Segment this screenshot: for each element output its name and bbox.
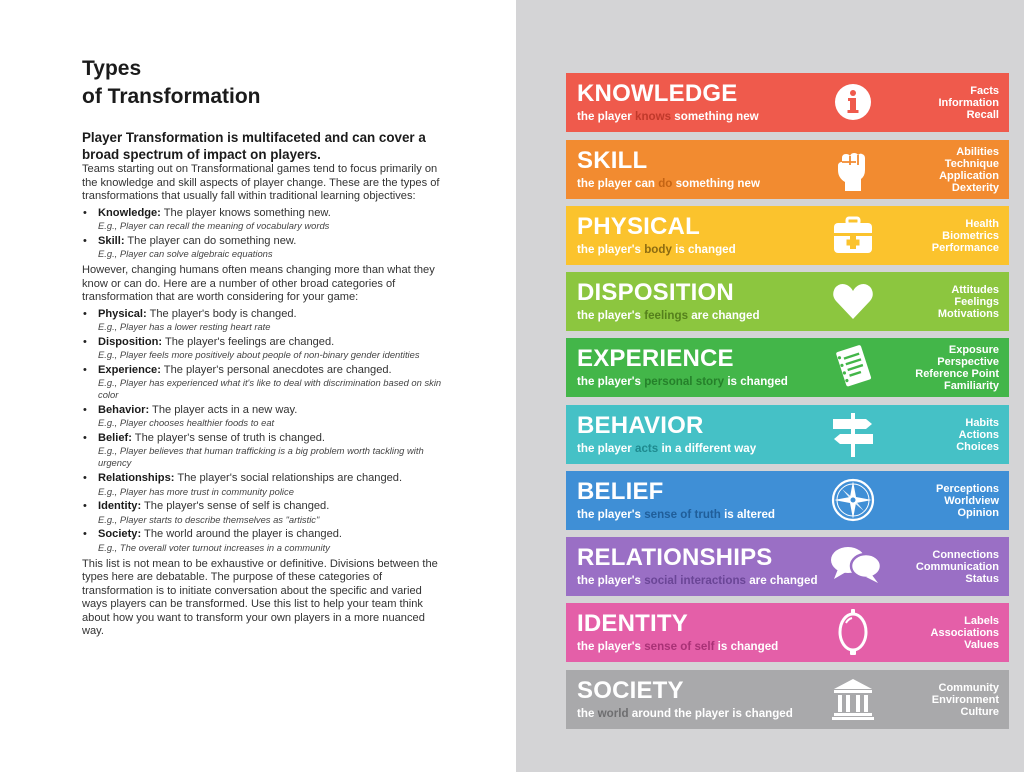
band-tag: Opinion <box>957 506 999 519</box>
list-item <box>82 432 442 470</box>
band-description-suffix: in a different way <box>658 442 757 455</box>
band-description-prefix: the player's <box>577 375 645 388</box>
band-tag: Associations <box>930 626 999 639</box>
band-description-suffix: something new <box>671 110 759 123</box>
band-belief <box>566 471 1009 530</box>
band-tag: Dexterity <box>951 181 999 194</box>
band-title: PHYSICAL <box>577 213 700 240</box>
band-tags <box>939 140 999 199</box>
band-physical <box>566 206 1009 265</box>
signpost-icon <box>828 409 878 459</box>
list-item-example: E.g., Player can solve algebraic equations <box>98 248 273 260</box>
page-title <box>82 55 442 111</box>
band-tag: Choices <box>956 440 999 453</box>
band-description-prefix: the player <box>577 442 635 455</box>
list-item-description: The player's sense of self is changed. <box>141 500 330 513</box>
band-description-highlight: sense of self <box>644 640 715 653</box>
band-title: KNOWLEDGE <box>577 80 738 107</box>
band-tag: Connections <box>932 548 999 561</box>
band-tag: Labels <box>964 614 999 627</box>
band-tag: Reference Point <box>915 367 999 380</box>
band-tag: Feelings <box>954 295 999 308</box>
list-item-text <box>98 364 442 378</box>
list-item-description: The player's sense of truth is changed. <box>131 431 325 444</box>
band-description-highlight: acts <box>635 442 659 455</box>
band-tag: Technique <box>944 157 999 170</box>
band-experience <box>566 338 1009 397</box>
list-item-text <box>98 336 442 350</box>
band-description <box>577 375 788 389</box>
band-tag: Attitudes <box>951 283 999 296</box>
institution-icon <box>828 674 878 724</box>
list-item-text <box>98 500 442 514</box>
band-tag: Values <box>964 638 999 651</box>
list-item-term: Physical: <box>98 307 147 320</box>
compass-icon <box>828 475 878 525</box>
band-description-prefix: the player <box>577 110 635 123</box>
band-tag: Application <box>939 169 999 182</box>
band-description-highlight: body <box>644 243 672 256</box>
band-tags <box>932 206 999 265</box>
band-description-suffix: are changed <box>746 574 818 587</box>
list-item-text <box>98 404 442 418</box>
band-title: BELIEF <box>577 478 664 505</box>
band-tag: Actions <box>958 428 999 441</box>
band-description <box>577 707 793 721</box>
notebook-icon <box>828 342 878 392</box>
band-description-prefix: the player can <box>577 177 659 190</box>
list-item-description: The world around the player is changed. <box>141 528 342 541</box>
core-types-list <box>82 207 442 261</box>
band-tag: Health <box>965 217 999 230</box>
other-types-list <box>82 308 442 554</box>
list-item-example: E.g., Player chooses healthier foods to eat <box>98 417 275 429</box>
list-item <box>82 308 442 334</box>
band-description-prefix: the player's <box>577 309 645 322</box>
title-line-2: of Transformation <box>82 85 261 108</box>
heart-icon <box>828 276 878 326</box>
list-item <box>82 235 442 261</box>
band-tags <box>956 405 999 464</box>
info-icon <box>828 77 878 127</box>
list-item-example: E.g., Player has experienced what it's like to deal with discrimination based on skin color <box>98 377 442 401</box>
band-description <box>577 442 756 456</box>
list-item-text <box>98 235 442 249</box>
list-item <box>82 207 442 233</box>
list-item-term: Identity: <box>98 500 142 513</box>
band-description <box>577 243 736 257</box>
band-tag: Communication <box>915 560 999 573</box>
band-description <box>577 309 760 323</box>
band-tag: Facts <box>970 84 999 97</box>
band-knowledge <box>566 73 1009 132</box>
band-title: SOCIETY <box>577 677 684 704</box>
band-description-prefix: the player's <box>577 640 645 653</box>
band-tag: Abilities <box>956 145 999 158</box>
list-item-text <box>98 207 442 221</box>
list-item <box>82 528 442 554</box>
band-tag: Status <box>965 572 999 585</box>
list-item-text <box>98 432 442 446</box>
list-item-example: E.g., Player starts to describe themselves as "artistic" <box>98 513 320 525</box>
band-description <box>577 640 778 654</box>
band-tag: Biometrics <box>942 229 999 242</box>
band-tag: Performance <box>931 241 999 254</box>
band-behavior <box>566 405 1009 464</box>
closing-paragraph: This list is not mean to be exhaustive or definitive. Divisions between the types here are debatable. The purpose of these categories of transformation is to initiate conversation about the specific and varied ways players can be transformed. Use this list to help your team think about how you want to transform your own players in a more nuanced way. <box>82 557 438 638</box>
list-item-description: The player acts in a new way. <box>149 403 298 416</box>
list-item <box>82 500 442 526</box>
band-description-suffix: is altered <box>720 508 775 521</box>
band-disposition <box>566 272 1009 331</box>
list-item <box>82 364 442 402</box>
list-item <box>82 472 442 498</box>
list-item-term: Skill: <box>98 234 125 247</box>
band-tags <box>936 471 999 530</box>
list-item-term: Disposition: <box>98 335 163 348</box>
band-description-suffix: is changed <box>671 243 736 256</box>
band-title: EXPERIENCE <box>577 345 734 372</box>
band-description-highlight: sense of truth <box>644 508 721 521</box>
list-item <box>82 336 442 362</box>
list-item-term: Relationships: <box>98 472 175 485</box>
band-skill <box>566 140 1009 199</box>
band-description-prefix: the player's <box>577 243 645 256</box>
list-item-example: E.g., Player feels more positively about people of non-binary gender identities <box>98 349 420 361</box>
list-item-example: E.g., Player can recall the meaning of vocabulary words <box>98 220 330 231</box>
mirror-icon <box>828 607 878 657</box>
band-description-highlight: social interactions <box>644 574 747 587</box>
list-item-description: The player's personal anecdotes are changed. <box>160 363 392 376</box>
list-item-text <box>98 308 442 322</box>
band-title: DISPOSITION <box>577 279 734 306</box>
band-tag: Community <box>938 681 999 694</box>
band-description <box>577 110 759 124</box>
band-description-suffix: is changed <box>714 640 779 653</box>
list-item-description: The player knows something new. <box>160 206 331 219</box>
band-tag: Recall <box>966 108 999 121</box>
list-item <box>82 404 442 430</box>
text-column <box>82 55 442 639</box>
band-description <box>577 574 818 588</box>
list-item-description: The player's body is changed. <box>146 307 297 320</box>
band-description-prefix: the player's <box>577 508 645 521</box>
band-description-prefix: the player's <box>577 574 645 587</box>
band-tags <box>915 338 999 397</box>
band-tag: Exposure <box>948 343 999 356</box>
band-identity <box>566 603 1009 662</box>
list-item-term: Experience: <box>98 363 161 376</box>
band-relationships <box>566 537 1009 596</box>
band-tags <box>939 73 1000 132</box>
band-tags <box>931 603 999 662</box>
list-item-description: The player can do something new. <box>124 234 297 247</box>
list-item-example: E.g., Player has more trust in community police <box>98 485 294 497</box>
band-tag: Familiarity <box>943 379 999 392</box>
list-item-text <box>98 528 442 542</box>
list-item-example: E.g., The overall voter turnout increases in a community <box>98 541 330 553</box>
band-description-suffix: something new <box>672 177 760 190</box>
right-page <box>516 0 1024 772</box>
band-tags <box>938 272 999 331</box>
band-society <box>566 670 1009 729</box>
band-description-suffix: are changed <box>688 309 760 322</box>
band-tag: Motivations <box>937 307 999 320</box>
list-item-term: Knowledge: <box>98 206 161 219</box>
band-title: IDENTITY <box>577 610 688 637</box>
title-line-1: Types <box>82 57 142 80</box>
band-tag: Information <box>938 96 999 109</box>
list-item-term: Society: <box>98 528 142 541</box>
band-description-highlight: personal story <box>644 375 725 388</box>
intro-paragraph: Teams starting out on Transformational games tend to focus primarily on the knowledge and skill aspects of player change. These are the types of transformations that usually fall within traditional learning objectives: <box>82 163 440 202</box>
chat-bubbles-icon <box>828 541 878 591</box>
band-tag: Environment <box>931 693 999 706</box>
list-item-description: The player's social relationships are changed. <box>174 472 403 485</box>
band-title: BEHAVIOR <box>577 412 704 439</box>
band-description-highlight: feelings <box>644 309 689 322</box>
band-description <box>577 508 775 522</box>
medical-kit-icon <box>828 210 878 260</box>
band-tag: Perspective <box>937 355 999 368</box>
middle-paragraph: However, changing humans often means changing more than what they know or can do. Here are a number of other broad categories of transformation that are worth considering for your game: <box>82 264 435 304</box>
band-tag: Worldview <box>944 494 999 507</box>
band-description-suffix: is changed <box>724 375 788 388</box>
band-tags <box>932 670 999 729</box>
band-title: RELATIONSHIPS <box>577 544 773 571</box>
band-tag: Culture <box>960 705 999 718</box>
list-item-term: Belief: <box>98 431 132 444</box>
list-item-text <box>98 472 442 486</box>
list-item-example: E.g., Player believes that human trafficking is a big problem worth tackling with urgency <box>98 445 424 469</box>
band-title: SKILL <box>577 147 648 174</box>
fist-icon <box>828 144 878 194</box>
list-item-term: Behavior: <box>98 403 150 416</box>
band-description-highlight: world <box>597 707 629 720</box>
band-description-highlight: knows <box>635 110 672 123</box>
band-tags <box>916 537 999 596</box>
band-description <box>577 177 760 191</box>
band-description-suffix: around the player is changed <box>628 707 793 720</box>
band-tag: Perceptions <box>936 482 999 495</box>
band-description-highlight: do <box>658 177 673 190</box>
band-tag: Habits <box>965 416 999 429</box>
list-item-description: The player's feelings are changed. <box>162 335 335 348</box>
band-description-prefix: the <box>577 707 598 720</box>
list-item-example: E.g., Player has a lower resting heart rate <box>98 321 271 333</box>
lead-paragraph: Player Transformation is multifaceted and can cover a broad spectrum of impact on players. <box>82 130 426 162</box>
